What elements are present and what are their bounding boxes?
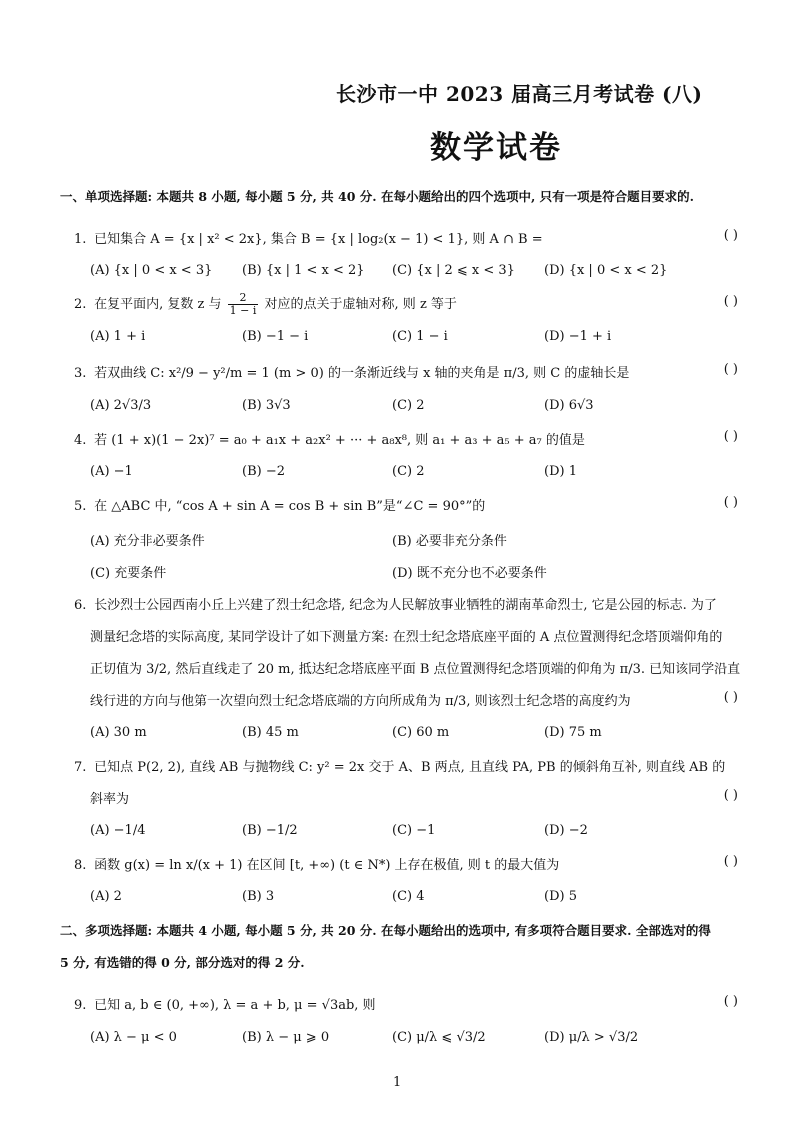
option-a: (A) −1	[90, 464, 133, 479]
option-d: (D) μ/λ > √3/2	[544, 1030, 639, 1045]
fraction	[228, 292, 259, 317]
option-a: (A) 充分非必要条件	[90, 534, 205, 549]
question-6-line-3	[90, 658, 754, 677]
question-number: 4.	[74, 433, 87, 448]
question-text-line-2: 测量纪念塔的实际高度, 某同学设计了如下测量方案: 在烈士纪念塔底座平面的 A 点位置测得纪念塔顶端仰角的	[90, 630, 723, 645]
option-c: (C) {x | 2 ⩽ x < 3}	[392, 263, 515, 278]
option-a: (A) 2√3/3	[90, 398, 152, 413]
option-c: (C) 1 − i	[392, 329, 448, 344]
answer-blank: ( )	[723, 788, 738, 803]
section-1-heading: 一、单项选择题: 本题共 8 小题, 每小题 5 分, 共 40 分. 在每小题给出的四个选项中, 只有一项是符合题目要求的.	[60, 189, 695, 204]
question-text-post: 对应的点关于虚轴对称, 则 z 等于	[264, 297, 457, 312]
question-text: 在 △ABC 中, “cos A + sin A = cos B + sin B”是“∠C = 90°”的	[94, 499, 486, 514]
option-d: (D) −2	[544, 823, 588, 838]
question-8	[74, 854, 738, 873]
option-d: (D) 既不充分也不必要条件	[392, 566, 547, 581]
answer-blank: ( )	[723, 495, 738, 510]
option-c: (C) 充要条件	[90, 566, 167, 581]
numerator: 2	[228, 292, 259, 305]
question-number: 2.	[74, 297, 87, 312]
option-c: (C) μ/λ ⩽ √3/2	[392, 1030, 486, 1045]
question-text-pre: 在复平面内, 复数 z 与	[94, 297, 222, 312]
option-b: (B) 必要非充分条件	[392, 534, 507, 549]
option-b: (B) λ − μ ⩾ 0	[242, 1030, 330, 1045]
option-a: (A) {x | 0 < x < 3}	[90, 263, 213, 278]
exam-subtitle: 长沙市一中 2023 届高三月考试卷 (八)	[336, 82, 703, 106]
question-7-line-2	[90, 788, 754, 807]
option-d: (D) 1	[544, 464, 577, 479]
question-number: 1.	[74, 232, 87, 247]
denominator: 1 − i	[229, 304, 257, 317]
option-c: (C) 2	[392, 398, 425, 413]
option-b: (B) 3√3	[242, 398, 291, 413]
answer-blank: ( )	[723, 690, 738, 705]
option-a: (A) λ − μ < 0	[90, 1030, 177, 1045]
option-c: (C) 4	[392, 889, 425, 904]
section-2-heading: 二、多项选择题: 本题共 4 小题, 每小题 5 分, 共 20 分. 在每小题给出的选项中, 有多项符合题目要求. 全部选对的得	[60, 923, 711, 938]
question-6	[74, 594, 738, 613]
answer-blank: ( )	[723, 294, 738, 309]
question-text-line-1: 已知点 P(2, 2), 直线 AB 与抛物线 C: y² = 2x 交于 A、B 两点, 且直线 PA, PB 的倾斜角互补, 则直线 AB 的	[94, 760, 726, 775]
question-text: 已知集合 A = {x | x² < 2x}, 集合 B = {x | log₂(x − 1) < 1}, 则 A ∩ B =	[94, 232, 543, 247]
option-b: (B) −2	[242, 464, 285, 479]
question-4	[74, 429, 738, 448]
answer-blank: ( )	[723, 228, 738, 243]
option-d: (D) {x | 0 < x < 2}	[544, 263, 668, 278]
option-c: (C) 60 m	[392, 725, 450, 740]
question-text-line-3: 正切值为 3/2, 然后直线走了 20 m, 抵达纪念塔底座平面 B 点位置测得纪念塔顶端的仰角为 π/3. 已知该同学沿直	[90, 662, 741, 677]
section-2-heading-cont: 5 分, 有选错的得 0 分, 部分选对的得 2 分.	[60, 955, 305, 970]
question-number: 9.	[74, 998, 87, 1013]
answer-blank: ( )	[723, 854, 738, 869]
question-3	[74, 362, 738, 381]
option-b: (B) −1/2	[242, 823, 298, 838]
question-text-line-2: 斜率为	[90, 792, 130, 807]
question-number: 7.	[74, 760, 87, 775]
option-b: (B) {x | 1 < x < 2}	[242, 263, 365, 278]
answer-blank: ( )	[723, 429, 738, 444]
exam-title: 数学试卷	[430, 130, 562, 166]
question-6-line-2	[90, 626, 754, 645]
option-b: (B) 45 m	[242, 725, 299, 740]
option-b: (B) −1 − i	[242, 329, 309, 344]
answer-blank: ( )	[723, 994, 738, 1009]
question-text: 若双曲线 C: x²/9 − y²/m = 1 (m > 0) 的一条渐近线与 x 轴的夹角是 π/3, 则 C 的虚轴长是	[94, 366, 630, 381]
question-number: 5.	[74, 499, 87, 514]
option-c: (C) −1	[392, 823, 436, 838]
option-d: (D) 75 m	[544, 725, 602, 740]
question-9	[74, 994, 738, 1013]
option-a: (A) 2	[90, 889, 122, 904]
question-2	[74, 292, 738, 317]
option-a: (A) 30 m	[90, 725, 147, 740]
option-d: (D) −1 + i	[544, 329, 612, 344]
question-number: 6.	[74, 598, 87, 613]
option-d: (D) 6√3	[544, 398, 594, 413]
option-a: (A) 1 + i	[90, 329, 146, 344]
question-6-line-4	[90, 690, 754, 709]
answer-blank: ( )	[723, 362, 738, 377]
question-1	[74, 228, 738, 247]
page-number: 1	[393, 1075, 402, 1090]
question-7	[74, 756, 738, 775]
option-a: (A) −1/4	[90, 823, 146, 838]
question-text: 已知 a, b ∈ (0, +∞), λ = a + b, μ = √3ab, 则	[94, 998, 376, 1013]
option-d: (D) 5	[544, 889, 577, 904]
question-text-line-1: 长沙烈士公园西南小丘上兴建了烈士纪念塔, 纪念为人民解放事业牺牲的湖南革命烈士, 它是公园的标志. 为了	[94, 598, 717, 613]
question-text: 若 (1 + x)(1 − 2x)⁷ = a₀ + a₁x + a₂x² + ··· + a₈x⁸, 则 a₁ + a₃ + a₅ + a₇ 的值是	[94, 433, 585, 448]
question-text: 函数 g(x) = ln x/(x + 1) 在区间 [t, +∞) (t ∈ N*) 上存在极值, 则 t 的最大值为	[94, 858, 560, 873]
question-number: 8.	[74, 858, 87, 873]
question-text-line-4: 线行进的方向与他第一次望向烈士纪念塔底端的方向所成角为 π/3, 则该烈士纪念塔的高度约为	[90, 694, 631, 709]
question-number: 3.	[74, 366, 87, 381]
option-b: (B) 3	[242, 889, 275, 904]
question-5	[74, 495, 738, 514]
option-c: (C) 2	[392, 464, 425, 479]
